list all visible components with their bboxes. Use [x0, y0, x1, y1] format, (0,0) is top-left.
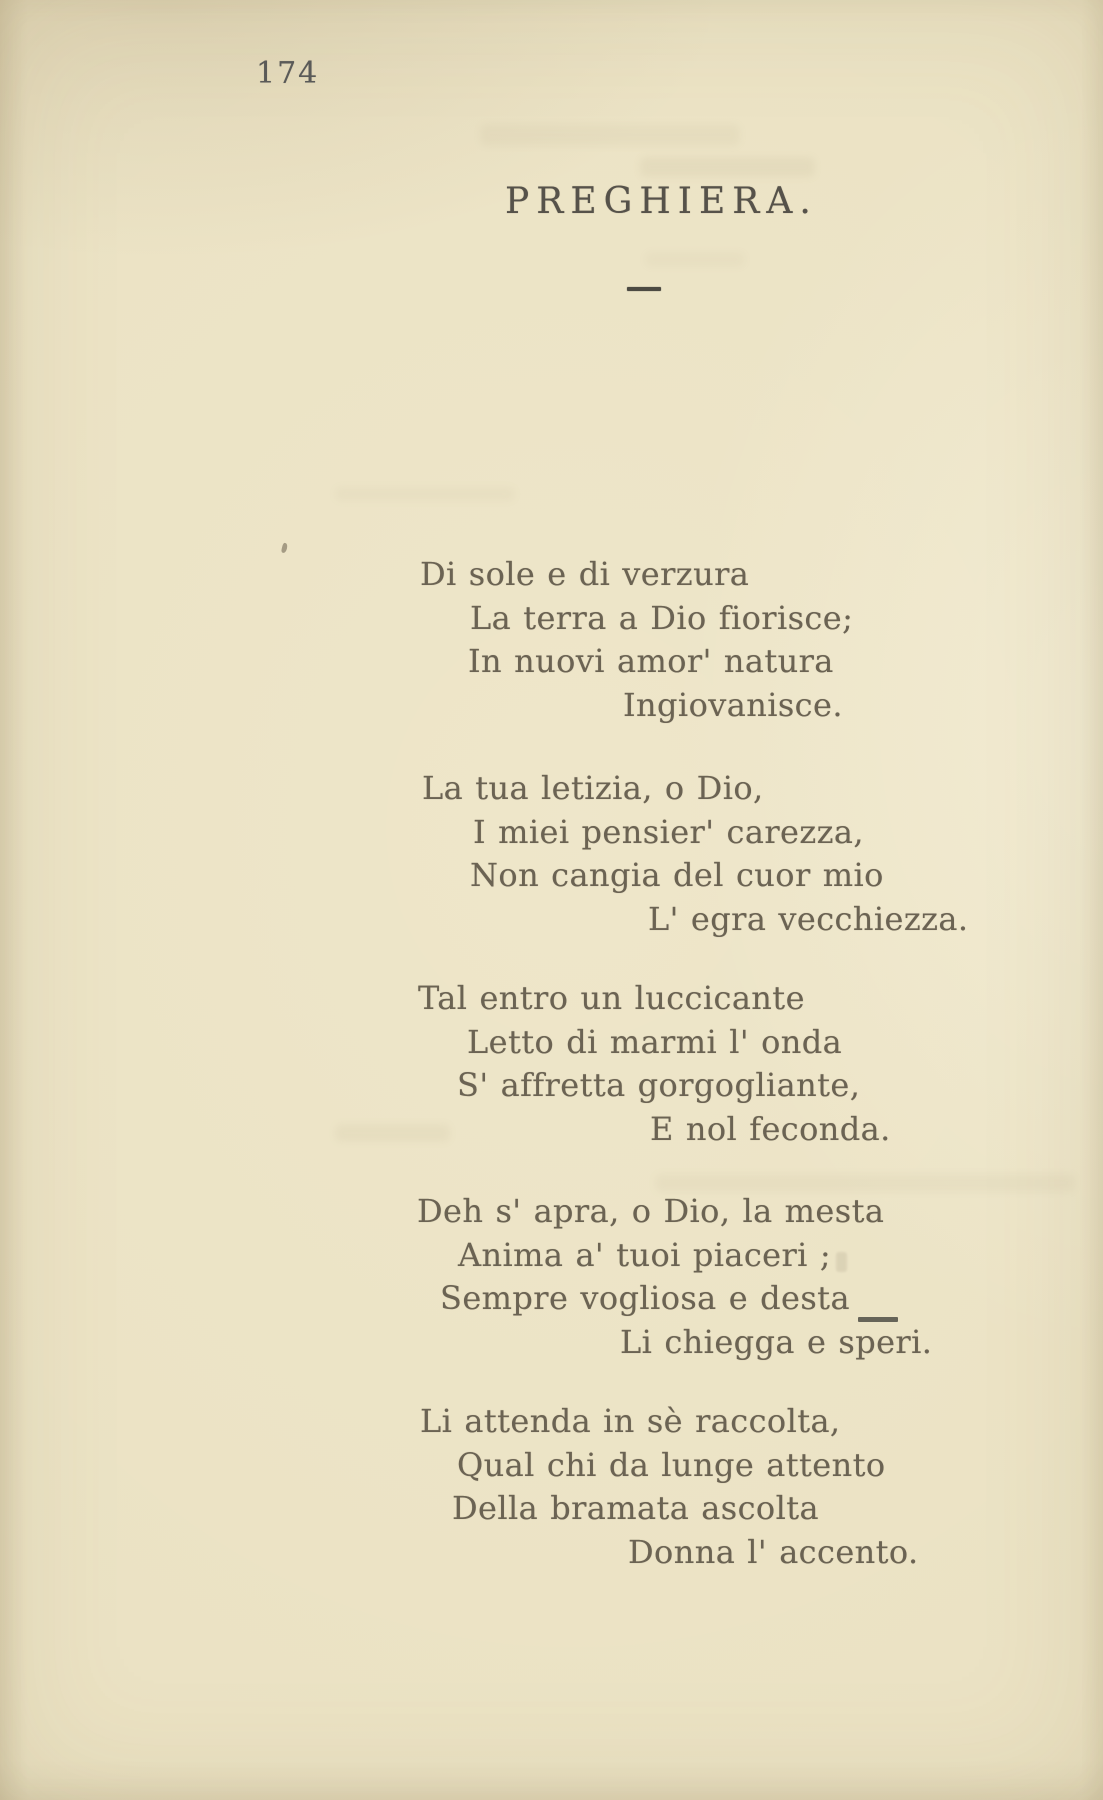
- bleedthrough-ghost: [640, 157, 815, 177]
- poem-line: I miei pensier' carezza,: [473, 812, 864, 851]
- poem-line: Ingiovanisce.: [623, 685, 843, 724]
- poem-line: L' egra vecchiezza.: [648, 899, 969, 938]
- bleedthrough-ghost: [335, 487, 515, 501]
- bleedthrough-ghost: [480, 124, 740, 146]
- title-divider: [627, 287, 661, 291]
- stanza-5: [0, 1400, 1103, 1574]
- poem-line: Della bramata ascolta: [452, 1489, 819, 1527]
- poem-line: Li chiegga e speri.: [620, 1322, 933, 1361]
- poem-line: Qual chi da lunge attento: [457, 1445, 886, 1484]
- stray-mark: [858, 1317, 898, 1322]
- poem-line: E nol feconda.: [650, 1109, 891, 1148]
- ink-speck: [281, 543, 288, 554]
- poem-line: Deh s' apra, o Dio, la mesta: [417, 1192, 885, 1230]
- bleedthrough-ghost: [655, 1174, 1075, 1192]
- poem-line: Anima a' tuoi piaceri ;: [458, 1235, 832, 1274]
- stanza-4: [0, 1190, 1103, 1364]
- poem-line: Di sole e di verzura: [420, 555, 750, 593]
- poem-line: In nuovi amor' natura: [468, 642, 834, 680]
- poem-title: PREGHIERA.: [505, 181, 818, 222]
- poem-line: Non cangia del cuor mio: [470, 856, 884, 894]
- poem-line: Donna l' accento.: [628, 1532, 919, 1571]
- bleedthrough-ghost: [335, 1124, 450, 1142]
- page-number: 174: [256, 56, 320, 91]
- stanza-3: [0, 977, 1103, 1151]
- bleedthrough-ghost: [645, 252, 745, 267]
- ink-smudge: [836, 1252, 847, 1272]
- poem-line: Sempre vogliosa e desta: [440, 1279, 850, 1317]
- poem-line: Li attenda in sè raccolta,: [420, 1402, 841, 1440]
- stanza-1: [0, 553, 1103, 727]
- poem-line: S' affretta gorgogliante,: [457, 1066, 861, 1104]
- poem-line: Letto di marmi l' onda: [467, 1022, 843, 1061]
- poem-line: Tal entro un luccicante: [418, 979, 805, 1017]
- stanza-2: [0, 767, 1103, 941]
- poem-line: La terra a Dio fiorisce;: [470, 598, 854, 637]
- poem-line: La tua letizia, o Dio,: [422, 769, 764, 807]
